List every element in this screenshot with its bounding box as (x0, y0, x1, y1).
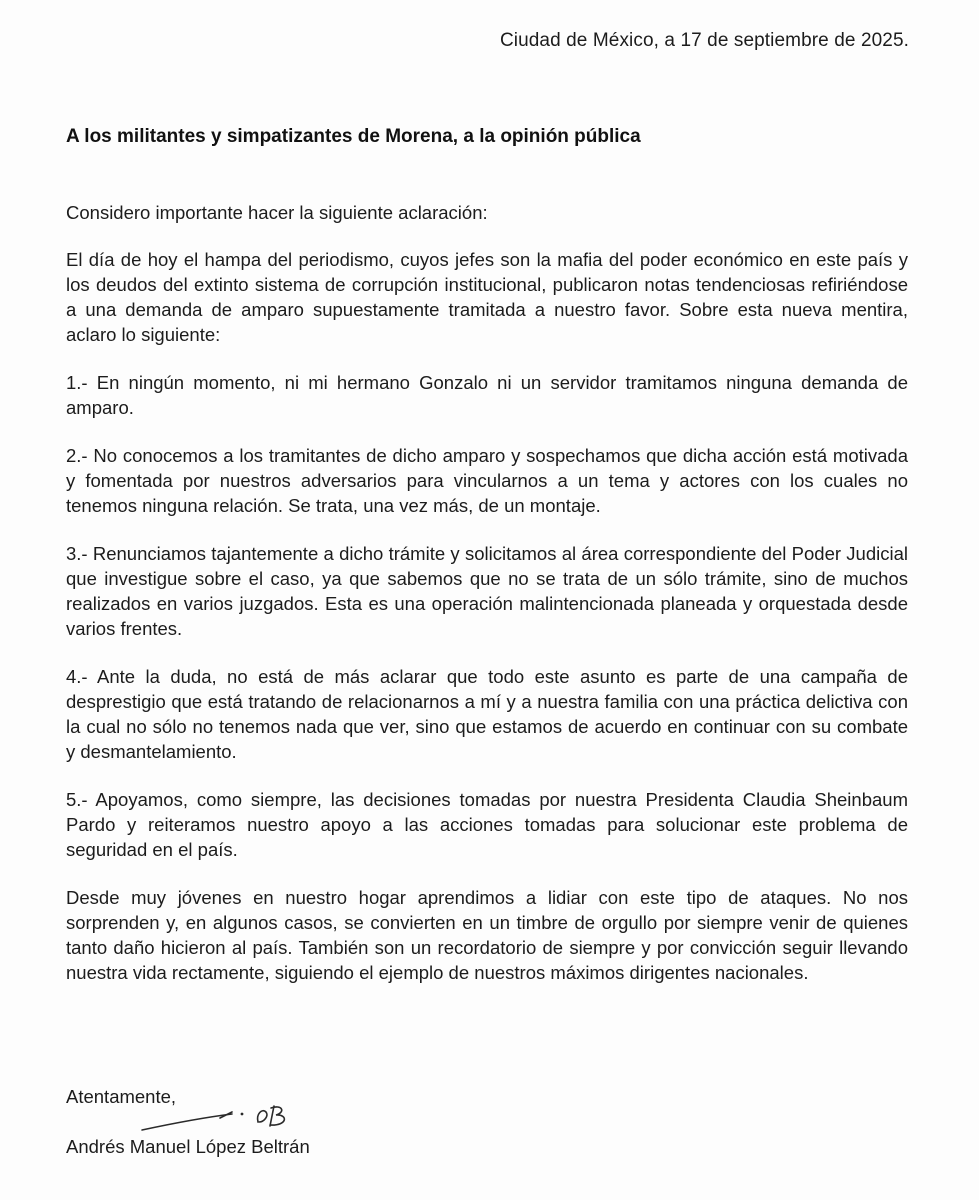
point-2-paragraph: 2.- No conocemos a los tramitantes de dicho amparo y sospechamos que dicha acción está motivada y fomentada por nuestros adversarios para vincularnos a un tema y actores con los cuales no tenemos ninguna relación. Se trata, una vez más, de un montaje. (66, 445, 908, 516)
point-3-paragraph: 3.- Renunciamos tajantemente a dicho trámite y solicitamos al área correspondiente del Poder Judicial que investigue sobre el caso, ya que sabemos que no se trata de un sólo trámite, sino de muchos realizados en varios juzgados. Esta es una operación malintencionada planeada y orquestada desde varios frentes. (66, 543, 908, 639)
conclusion-paragraph: Desde muy jóvenes en nuestro hogar aprendimos a lidiar con este tipo de ataques. No nos sorprenden y, en algunos casos, se convierten en un timbre de orgullo por siempre venir de quienes tanto daño hicieron al país. También son un recordatorio de siempre y por convicción seguir llevando nuestra vida rectamente, siguiendo el ejemplo de nuestros máximos dirigentes nacionales. (66, 887, 908, 983)
letter-dateline: Ciudad de México, a 17 de septiembre de 2025. (499, 30, 909, 51)
letter-body (66, 200, 908, 1008)
point-1-paragraph: 1.- En ningún momento, ni mi hermano Gonzalo ni un servidor tramitamos ninguna demanda de amparo. (66, 372, 908, 418)
intro-paragraph: Considero importante hacer la siguiente aclaración: (66, 202, 488, 223)
letter-signer: Andrés Manuel López Beltrán (66, 1136, 310, 1157)
context-paragraph: El día de hoy el hampa del periodismo, cuyos jefes son la mafia del poder económico en este país y los deudos del extinto sistema de corrupción institucional, publicaron notas tendenciosas refiriéndose a una demanda de amparo supuestamente tramitada a nuestro favor. Sobre esta nueva mentira, aclaro lo siguiente: (66, 249, 908, 345)
handwritten-signature (140, 1100, 310, 1140)
letter-salutation: A los militantes y simpatizantes de Morena, a la opinión pública (66, 126, 641, 147)
point-5-paragraph: 5.- Apoyamos, como siempre, las decisiones tomadas por nuestra Presidenta Claudia Sheinbaum Pardo y reiteramos nuestro apoyo a las acciones tomadas para solucionar este problema de seguridad en el país. (66, 789, 908, 860)
point-4-paragraph: 4.- Ante la duda, no está de más aclarar que todo este asunto es parte de una campaña de desprestigio que está tratando de relacionarnos a mí y a nuestra familia con una práctica delictiva con la cual no sólo no tenemos nada que ver, sino que estamos de acuerdo en continuar con su combate y desmantelamiento. (66, 666, 908, 762)
letter-closing: Atentamente, (66, 1086, 177, 1107)
